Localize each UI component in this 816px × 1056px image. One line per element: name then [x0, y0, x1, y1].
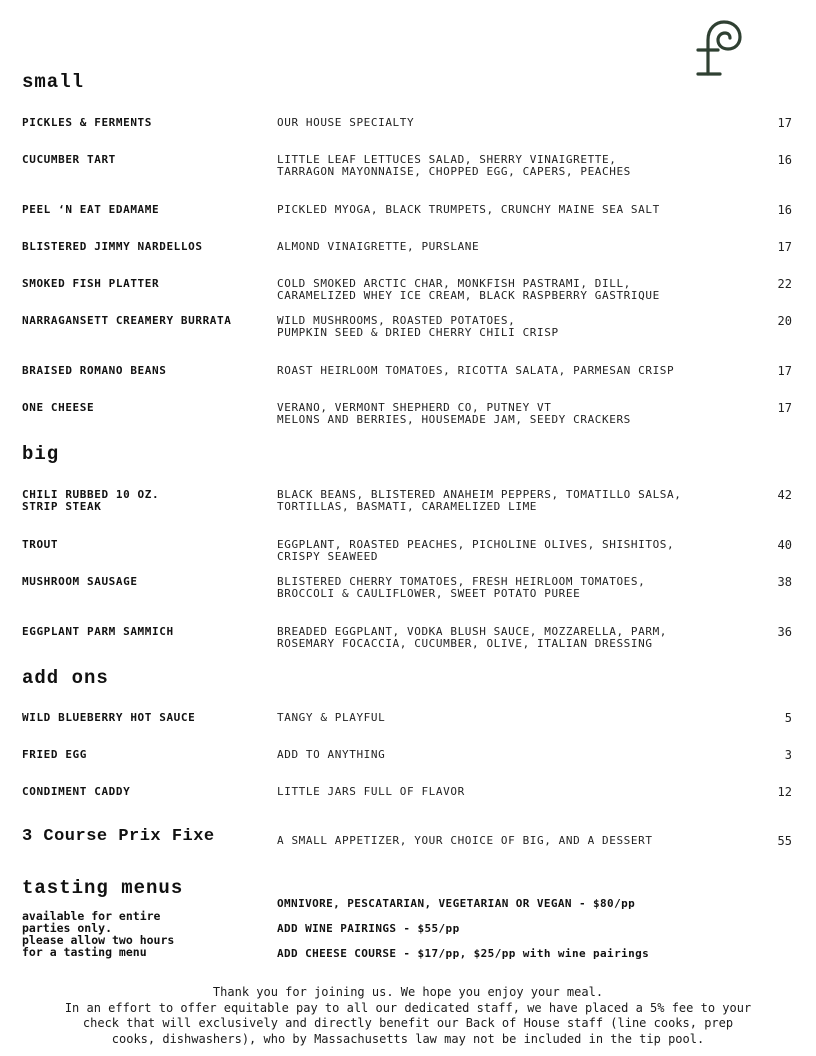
item-description: WILD MUSHROOMS, ROASTED POTATOES, PUMPKIN SEED & DRIED CHERRY CHILI CRISP	[277, 314, 559, 339]
menu-item	[0, 786, 816, 816]
item-description: ALMOND VINAIGRETTE, PURSLANE	[277, 240, 480, 253]
item-description: BLACK BEANS, BLISTERED ANAHEIM PEPPERS, TOMATILLO SALSA, TORTILLAS, BASMATI, CARAMELIZED LIME	[277, 488, 682, 513]
item-price: 38	[777, 575, 792, 589]
prix-fixe-row	[0, 827, 816, 865]
tasting-note-line: parties only.	[22, 921, 113, 935]
item-description: PICKLED MYOGA, BLACK TRUMPETS, CRUNCHY MAINE SEA SALT	[277, 203, 660, 216]
menu-item	[0, 154, 816, 184]
item-name: CHILI RUBBED 10 OZ. STRIP STEAK	[22, 488, 160, 513]
item-price: 36	[777, 625, 792, 639]
item-name: TROUT	[22, 538, 59, 551]
item-description: ROAST HEIRLOOM TOMATOES, RICOTTA SALATA, PARMESAN CRISP	[277, 364, 675, 377]
item-price: 17	[777, 401, 792, 415]
item-price: 12	[777, 785, 792, 799]
menu-item	[0, 626, 816, 656]
item-price: 17	[777, 240, 792, 254]
item-description: OUR HOUSE SPECIALTY	[277, 116, 415, 129]
item-price: 20	[777, 314, 792, 328]
prix-fixe-description: A SMALL APPETIZER, YOUR CHOICE OF BIG, AND A DESSERT	[277, 834, 653, 847]
footer-line: Thank you for joining us. We hope you enjoy your meal.	[212, 985, 604, 999]
item-description: COLD SMOKED ARCTIC CHAR, MONKFISH PASTRAMI, DILL, CARAMELIZED WHEY ICE CREAM, BLACK RASPBERRY GASTRIQUE	[277, 277, 660, 302]
tasting-note	[22, 910, 252, 958]
prix-fixe-title: 3 Course Prix Fixe	[22, 827, 215, 846]
item-name: EGGPLANT PARM SAMMICH	[22, 625, 174, 638]
section-title-small: small	[22, 71, 85, 93]
footer-line: In an effort to offer equitable pay to all our dedicated staff, we have placed a 5% fee to your	[64, 1000, 752, 1015]
tasting-option: ADD CHEESE COURSE - $17/pp, $25/pp with wine pairings	[277, 947, 650, 960]
item-description: BREADED EGGPLANT, VODKA BLUSH SAUCE, MOZZARELLA, PARM, ROSEMARY FOCACCIA, CUCUMBER, OLIVE, ITALIAN DRESSING	[277, 625, 668, 650]
item-price: 5	[784, 711, 792, 725]
item-price: 17	[777, 364, 792, 378]
item-price: 16	[777, 153, 792, 167]
item-description: TANGY & PLAYFUL	[277, 711, 386, 724]
tasting-note-line: for a tasting menu	[22, 945, 147, 959]
prix-fixe-price: 55	[777, 834, 792, 848]
item-price: 22	[777, 277, 792, 291]
item-description: BLISTERED CHERRY TOMATOES, FRESH HEIRLOOM TOMATOES, BROCCOLI & CAULIFLOWER, SWEET POTATO PUREE	[277, 575, 646, 600]
item-name: WILD BLUEBERRY HOT SAUCE	[22, 711, 196, 724]
item-description: EGGPLANT, ROASTED PEACHES, PICHOLINE OLIVES, SHISHITOS, CRISPY SEAWEED	[277, 538, 675, 563]
menu-item	[0, 365, 816, 395]
menu-item	[0, 402, 816, 432]
menu-item	[0, 315, 816, 345]
section-title-tasting-menus: tasting menus	[22, 877, 184, 899]
item-description: LITTLE LEAF LETTUCES SALAD, SHERRY VINAIGRETTE, TARRAGON MAYONNAISE, CHOPPED EGG, CAPERS, PEACHES	[277, 153, 631, 178]
menu-item	[0, 117, 816, 147]
item-price: 16	[777, 203, 792, 217]
item-name: CUCUMBER TART	[22, 153, 116, 166]
footer-note	[10, 985, 806, 1047]
item-price: 40	[777, 538, 792, 552]
item-description: ADD TO ANYTHING	[277, 748, 386, 761]
menu-item	[0, 576, 816, 606]
section-title-big: big	[22, 443, 60, 465]
item-name: BRAISED ROMANO BEANS	[22, 364, 167, 377]
item-name: PEEL ‘N EAT EDAMAME	[22, 203, 160, 216]
section-title-add-ons: add ons	[22, 667, 109, 689]
tasting-option: OMNIVORE, PESCATARIAN, VEGETARIAN OR VEGAN - $80/pp	[277, 897, 636, 910]
item-name: PICKLES & FERMENTS	[22, 116, 153, 129]
menu-item	[0, 539, 816, 569]
item-name: SMOKED FISH PLATTER	[22, 277, 160, 290]
item-price: 3	[784, 748, 792, 762]
item-name: BLISTERED JIMMY NARDELLOS	[22, 240, 203, 253]
tasting-note-line: available for entire	[22, 909, 161, 923]
item-name: FRIED EGG	[22, 748, 88, 761]
item-description: VERANO, VERMONT SHEPHERD CO, PUTNEY VT MELONS AND BERRIES, HOUSEMADE JAM, SEEDY CRACKERS	[277, 401, 631, 426]
footer-line: check that will exclusively and directly benefit our Back of House staff (line cooks, prep	[82, 1016, 734, 1030]
fern-logo-icon	[692, 18, 744, 78]
item-name: ONE CHEESE	[22, 401, 95, 414]
tasting-note-line: please allow two hours	[22, 933, 175, 947]
tasting-option: ADD WINE PAIRINGS - $55/pp	[277, 922, 460, 935]
menu-item	[0, 241, 816, 271]
menu-item	[0, 489, 816, 519]
item-name: CONDIMENT CADDY	[22, 785, 131, 798]
item-description: LITTLE JARS FULL OF FLAVOR	[277, 785, 465, 798]
item-name: NARRAGANSETT CREAMERY BURRATA	[22, 314, 232, 327]
item-price: 42	[777, 488, 792, 502]
item-name: MUSHROOM SAUSAGE	[22, 575, 138, 588]
menu-item	[0, 749, 816, 779]
menu-item	[0, 278, 816, 308]
menu-item	[0, 712, 816, 742]
item-price: 17	[777, 116, 792, 130]
menu-item	[0, 204, 816, 234]
footer-line: cooks, dishwashers), who by Massachusetts law may not be included in the tip pool.	[111, 1031, 705, 1046]
